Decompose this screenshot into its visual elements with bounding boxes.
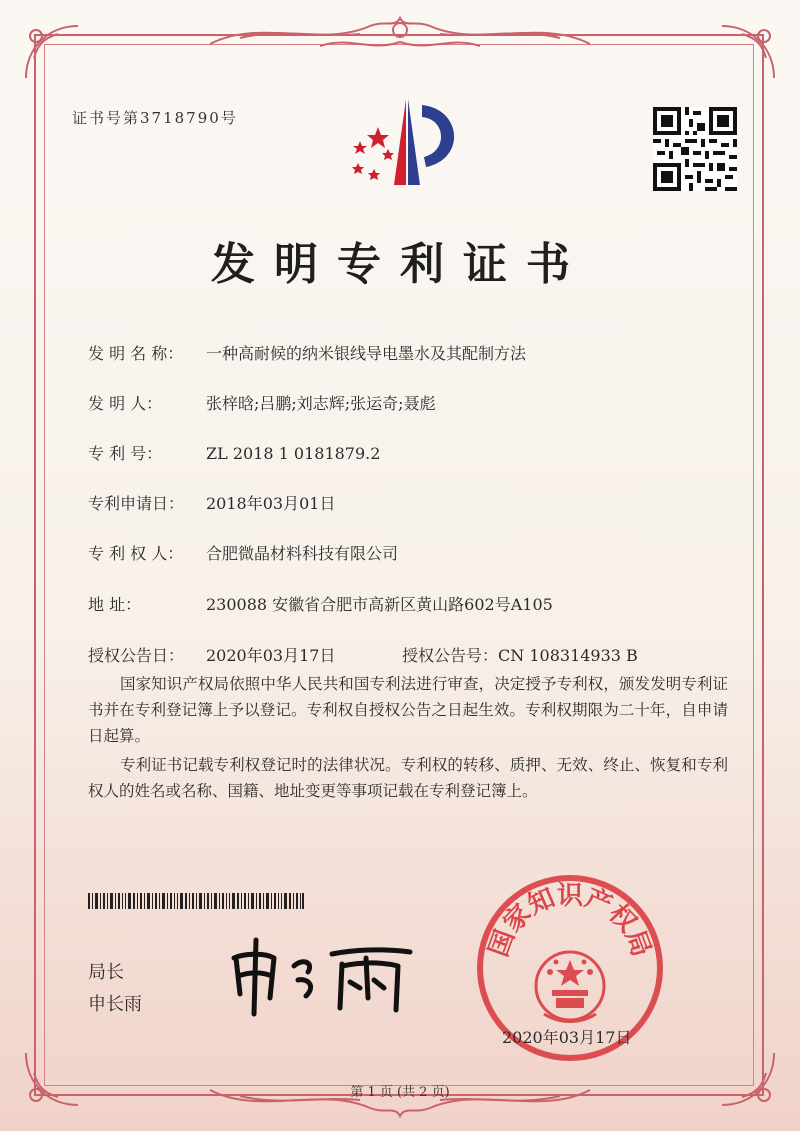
field-value: 张梓晗;吕鹏;刘志辉;张运奇;聂彪 (206, 394, 436, 413)
corner-ornament-bl (18, 1043, 88, 1113)
seal-date: 2020年03月17日 (502, 1028, 632, 1047)
corner-ornament-tr (712, 18, 782, 88)
signatory-title: 局长 (88, 962, 124, 983)
field-label: 地 址： (88, 595, 142, 614)
field-label: 发 明 人： (88, 394, 163, 413)
certificate-number: 证书号第3718790号 (72, 109, 238, 127)
field-inventors (88, 391, 436, 414)
field-value: CN 108314933 B (498, 646, 638, 665)
field-address (88, 592, 553, 615)
field-label: 授权公告日： (88, 646, 185, 665)
field-value: 230088 安徽省合肥市高新区黄山路602号A105 (206, 595, 553, 614)
field-value: 2018年03月01日 (206, 494, 336, 513)
field-label: 专 利 权 人： (88, 544, 184, 563)
field-application-date (88, 491, 335, 514)
field-value: 一种高耐候的纳米银线导电墨水及其配制方法 (206, 344, 527, 363)
field-grant-number (402, 643, 638, 666)
field-label: 专利申请日： (88, 494, 185, 513)
field-label: 发 明 名 称： (88, 344, 184, 363)
statement-paragraph: 国家知识产权局依照中华人民共和国专利法进行审查，决定授予专利权，颁发发明专利证书并在专利登记簿上予以登记。专利权自授权公告之日起生效。专利权期限为二十年，自申请日起算。 (88, 675, 728, 745)
svg-text:国家知识产权局 (484, 881, 656, 961)
cnipa-logo-icon (334, 95, 474, 195)
page-number: 第 1 页 (共 2 页) (350, 1085, 450, 1100)
top-ornament (200, 8, 600, 56)
field-grant-date (88, 643, 335, 666)
field-label: 授权公告号： (402, 646, 499, 665)
barcode-icon (88, 893, 304, 909)
document-title: 发明专利证书 (211, 239, 589, 290)
field-invention-name (88, 341, 526, 364)
field-value: ZL 2018 1 0181879.2 (206, 444, 381, 463)
field-patentee (88, 541, 398, 564)
corner-ornament-tl (18, 18, 88, 88)
field-value: 合肥微晶材料科技有限公司 (206, 544, 399, 563)
field-patent-number (88, 441, 380, 464)
signatory-name: 申长雨 (88, 994, 142, 1015)
field-value: 2020年03月17日 (206, 646, 336, 665)
handwritten-signature (222, 928, 422, 1018)
seal-text: 国家知识产权局 (483, 881, 657, 961)
corner-ornament-br (712, 1043, 782, 1113)
national-emblem-icon (536, 952, 604, 1022)
statement-paragraph: 专利证书记载专利权登记时的法律状况。专利权的转移、质押、无效、终止、恢复和专利权人的姓名或名称、国籍、地址变更等事项记载在专利登记簿上。 (88, 756, 728, 800)
qr-code-icon (653, 107, 737, 191)
field-label: 专 利 号： (88, 444, 163, 463)
